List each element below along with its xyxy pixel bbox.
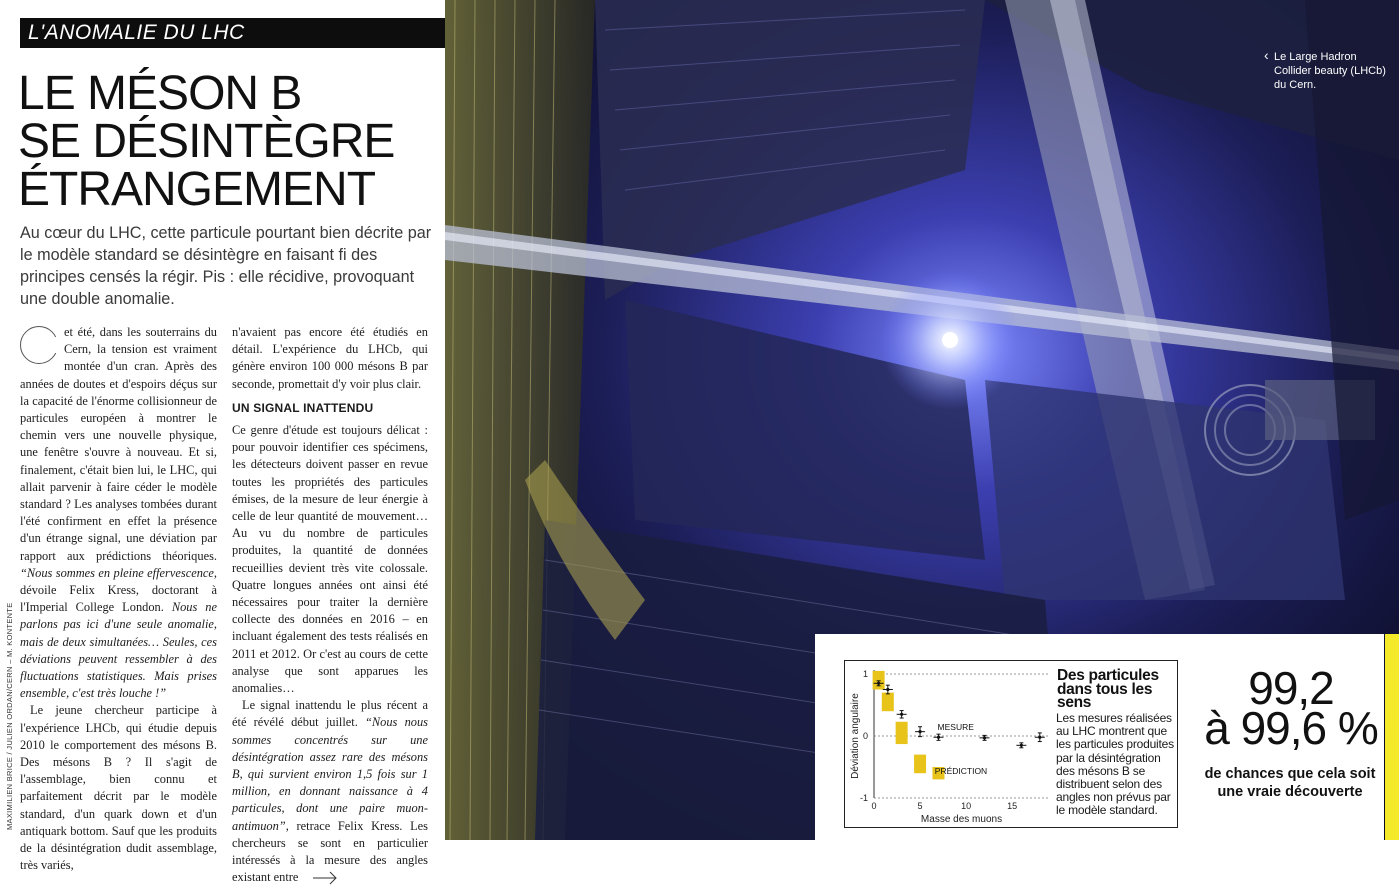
subheading: UN SIGNAL INATTENDU (232, 400, 374, 415)
kicker-label: L'ANOMALIE DU LHC (28, 21, 245, 44)
measure-point (983, 736, 986, 739)
quote: Nous ne parlons pas ici d'une seule anomalie, mais de deux simultanées… Seules, ces déviations peuvent ressembler à des fluctuations statistiques. Mais prises ensemble, c'est très louche !” (20, 600, 217, 701)
paragraph: n'avaient pas encore été étudiés en détail. L'expérience du LHCb, qui génère environ 100 000 mésons B par seconde, promettait d'y voir plus clair. (232, 325, 428, 391)
paragraph-text: retrace Felix Kress. Les chercheurs se sont en particulier intéressés à la mesure des angles existant entre (232, 818, 428, 885)
measure-point (900, 713, 903, 716)
measure-point (918, 730, 921, 733)
probability-label: de chances que cela soit une vraie découverte (1204, 766, 1376, 800)
standfirst: Au cœur du LHC, cette particule pourtant bien décrite par le modèle standard se désintègre en faisant fi des principes censés la régir. Pis : elle récidive, provoquant une double anomalie. (20, 224, 432, 308)
paragraph: Le jeune chercheur participe à l'expérience LHCb, qui étudie depuis 2010 le comportement des mésons B. Des mésons B ? Il s'agit de l'assemblage, bien connu et parfaitement décrit par le modèle standard, d'un quark down et d'un antiquark bottom. Sauf que les produits de la désintégration dudit assemblage, très variés, (20, 703, 217, 873)
probability-value (1196, 662, 1386, 754)
deviation-chart (844, 660, 1059, 828)
quote: “Nous sommes en pleine effervescence, (20, 565, 217, 580)
quote: “Nous nous sommes concentrés sur une désintégration assez rare des mésons B, qui survient environ 1,5 fois sur 1 million, en donnant naissance à 4 particules, dont une paire muon-antimuon”, (232, 715, 428, 833)
headline (18, 67, 443, 216)
caption-pointer-icon: ‹ (1264, 47, 1269, 63)
measure-point (877, 682, 880, 685)
probability-value-line-2: à 99,6 % (1204, 702, 1378, 754)
paragraph-text: dévoile Felix Kress, doctorant à l'Imperial College London. (20, 583, 217, 615)
x-tick-label: 5 (917, 801, 923, 811)
headline-line-2: SE DÉSINTÈGRE (18, 115, 395, 168)
paragraph (20, 324, 217, 702)
probability-value-line-1: 99,2 (1248, 662, 1334, 714)
x-axis-label: Masse des muons (920, 814, 1003, 825)
y-tick-label: 0 (862, 731, 868, 741)
legend-prediction: PRÉDICTION (934, 765, 988, 776)
x-tick-label: 0 (871, 801, 877, 811)
paragraph (232, 697, 428, 886)
continue-arrow-icon (302, 871, 328, 885)
x-tick-label: 10 (961, 801, 972, 811)
article-column-2 (232, 324, 428, 887)
headline-line-3: ÉTRANGEMENT (18, 163, 376, 216)
y-axis-label: Déviation angulaire (850, 693, 861, 779)
measure-point (886, 688, 889, 691)
prediction-bar (896, 722, 908, 744)
measure-point (1020, 744, 1023, 747)
chart-description: Les mesures réalisées au LHC montrent que les particules produites par la désintégration des mésons B se distribuent selon des angles non prévus par le modèle standard. (1056, 711, 1174, 818)
prediction-bar (882, 693, 894, 712)
legend-measure: MESURE (937, 721, 974, 732)
accent-bar (1385, 634, 1399, 840)
y-tick-label: 1 (862, 669, 868, 679)
prediction-bar (873, 671, 885, 690)
chart-title: Des particules dans tous les sens (1057, 667, 1159, 711)
x-tick-label: 15 (1007, 801, 1018, 811)
headline-line-1: LE MÉSON B (18, 67, 302, 120)
article-column-1 (20, 324, 217, 875)
measure-point (937, 736, 940, 739)
dropcap-c (20, 326, 58, 364)
paragraph: Ce genre d'étude est toujours délicat : pour pouvoir identifier ces spécimens, les détecteurs doivent passer en revue toutes les propriétés des particules émises, de la mesure de leur énergie à celle de leur quantité de mouvement… Au vu du nombre de particules produites, la quantité de données recueillies devient très vite colossale. Quatre longues années ont ainsi été nécessaires pour traiter la dernière collecte des données en 2016 – en incluant également des tests réalisés en 2011 et 2012. Or c'est au cours de cette analyse que sont apparues les anomalies… (232, 423, 428, 696)
caption-text: Le Large Hadron Collider beauty (LHCb) du Cern. (1274, 51, 1386, 91)
y-tick-label: -1 (859, 793, 868, 803)
section-kicker (20, 18, 445, 48)
photo-caption (1264, 47, 1394, 92)
prediction-bar (914, 755, 926, 774)
measure-point (1038, 736, 1041, 739)
paragraph-text: Le signal inattendu le plus récent a été révélé début juillet. (232, 698, 428, 730)
paragraph-text: et été, dans les souterrains du Cern, la tension est vraiment montée d'un cran. Après des années de doutes et d'espoirs déçus sur la capacité de l'énorme collisionneur de particules européen à montrer le chemin vers une nouvelle physique, une fenêtre s'ouvre à nouveau. Et si, finalement, c'était bien lui, le LHC, qui allait parvenir à faire céder le modèle standard ? Les analyses tombées durant l'été confirment en effet la présence d'un étrange signal, une déviation par rapport aux prédictions théoriques. (20, 325, 217, 563)
photo-credit: MAXIMILIEN BRICE / JULIEN ORDAN/CERN – M. KONTENTE (5, 602, 14, 830)
